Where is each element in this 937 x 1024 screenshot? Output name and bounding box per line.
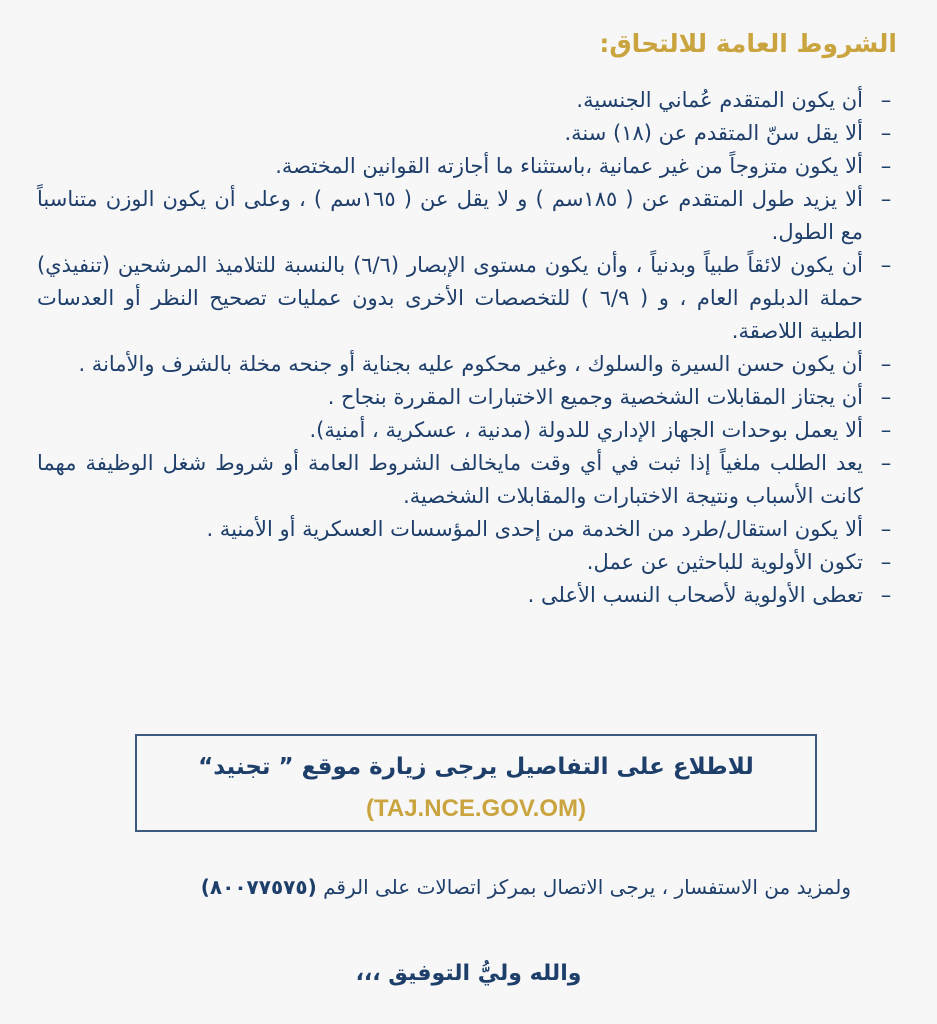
condition-item <box>37 117 897 150</box>
page-title: الشروط العامة للالتحاق: <box>599 29 897 58</box>
condition-item <box>37 579 897 612</box>
condition-text: ألا يكون استقال/طرد من الخدمة من إحدى المؤسسات العسكرية أو الأمنية . <box>206 517 863 541</box>
website-link[interactable]: (TAJ.NCE.GOV.OM) <box>365 795 587 822</box>
condition-text: تكون الأولوية للباحثين عن عمل. <box>586 550 863 574</box>
condition-text: يعد الطلب ملغياً إذا ثبت في أي وقت مايخالف الشروط العامة أو شروط شغل الوظيفة مهما كانت الأسباب ونتيجة الاختبارات والمقابلات الشخصية. <box>37 451 863 508</box>
contact-text: ولمزيد من الاستفسار ، يرجى الاتصال بمركز اتصالات على الرقم <box>323 875 851 899</box>
condition-item <box>37 150 897 183</box>
website-info-box <box>135 734 817 832</box>
condition-text: ألا يقل سنّ المتقدم عن (١٨) سنة. <box>564 121 863 145</box>
dash-bullet-icon: – <box>880 385 892 409</box>
condition-text: أن يكون المتقدم عُماني الجنسية. <box>576 88 863 112</box>
contact-line <box>201 872 851 902</box>
dash-bullet-icon: – <box>880 517 892 541</box>
dash-bullet-icon: – <box>880 154 892 178</box>
condition-text: ألا يكون متزوجاً من غير عمانية ،باستثناء ما أجازته القوانين المختصة. <box>275 154 863 178</box>
condition-text: تعطى الأولوية لأصحاب النسب الأعلى . <box>527 583 863 607</box>
condition-item <box>37 513 897 546</box>
dash-bullet-icon: – <box>880 121 892 145</box>
dash-bullet-icon: – <box>880 418 892 442</box>
dash-bullet-icon: – <box>880 451 892 475</box>
condition-item <box>37 348 897 381</box>
condition-item <box>37 183 897 249</box>
dash-bullet-icon: – <box>880 187 892 211</box>
dash-bullet-icon: – <box>880 88 892 112</box>
condition-text: ألا يعمل بوحدات الجهاز الإداري للدولة (مدنية ، عسكرية ، أمنية). <box>309 418 863 442</box>
conditions-list <box>37 84 897 612</box>
condition-text: ألا يزيد طول المتقدم عن ( ١٨٥سم ) و لا يقل عن ( ١٦٥سم ) ، وعلى أن يكون الوزن متناسباً مع الطول. <box>37 187 863 244</box>
condition-item <box>37 447 897 513</box>
condition-item <box>37 84 897 117</box>
condition-text: أن يكون لائقاً طبياً وبدنياً ، وأن يكون مستوى الإبصار (٦/٦) بالنسبة للتلاميذ المرشحين (تنفيذي) حملة الدبلوم العام ، و ( ٦/٩ ) للتخصصات الأخرى بدون عمليات تصحيح النظر أو العدسات الطبية اللاصقة. <box>37 253 864 343</box>
dash-bullet-icon: – <box>880 253 892 277</box>
condition-text: أن يكون حسن السيرة والسلوك ، وغير محكوم عليه بجناية أو جنحه مخلة بالشرف والأمانة . <box>78 352 863 376</box>
dash-bullet-icon: – <box>880 550 892 574</box>
condition-text: أن يجتاز المقابلات الشخصية وجميع الاختبارات المقررة بنجاح . <box>327 385 863 409</box>
dash-bullet-icon: – <box>880 352 892 376</box>
closing-phrase: والله وليُّ التوفيق ،،، <box>355 961 582 986</box>
phone-number: (٨٠٠٧٧٥٧٥) <box>200 875 317 899</box>
website-instruction: للاطلاع على التفاصيل يرجى زيارة موقع ” تجنيد“ <box>198 754 754 780</box>
condition-item <box>37 414 897 447</box>
condition-item <box>37 249 897 348</box>
condition-item <box>37 546 897 579</box>
dash-bullet-icon: – <box>880 583 892 607</box>
condition-item <box>37 381 897 414</box>
